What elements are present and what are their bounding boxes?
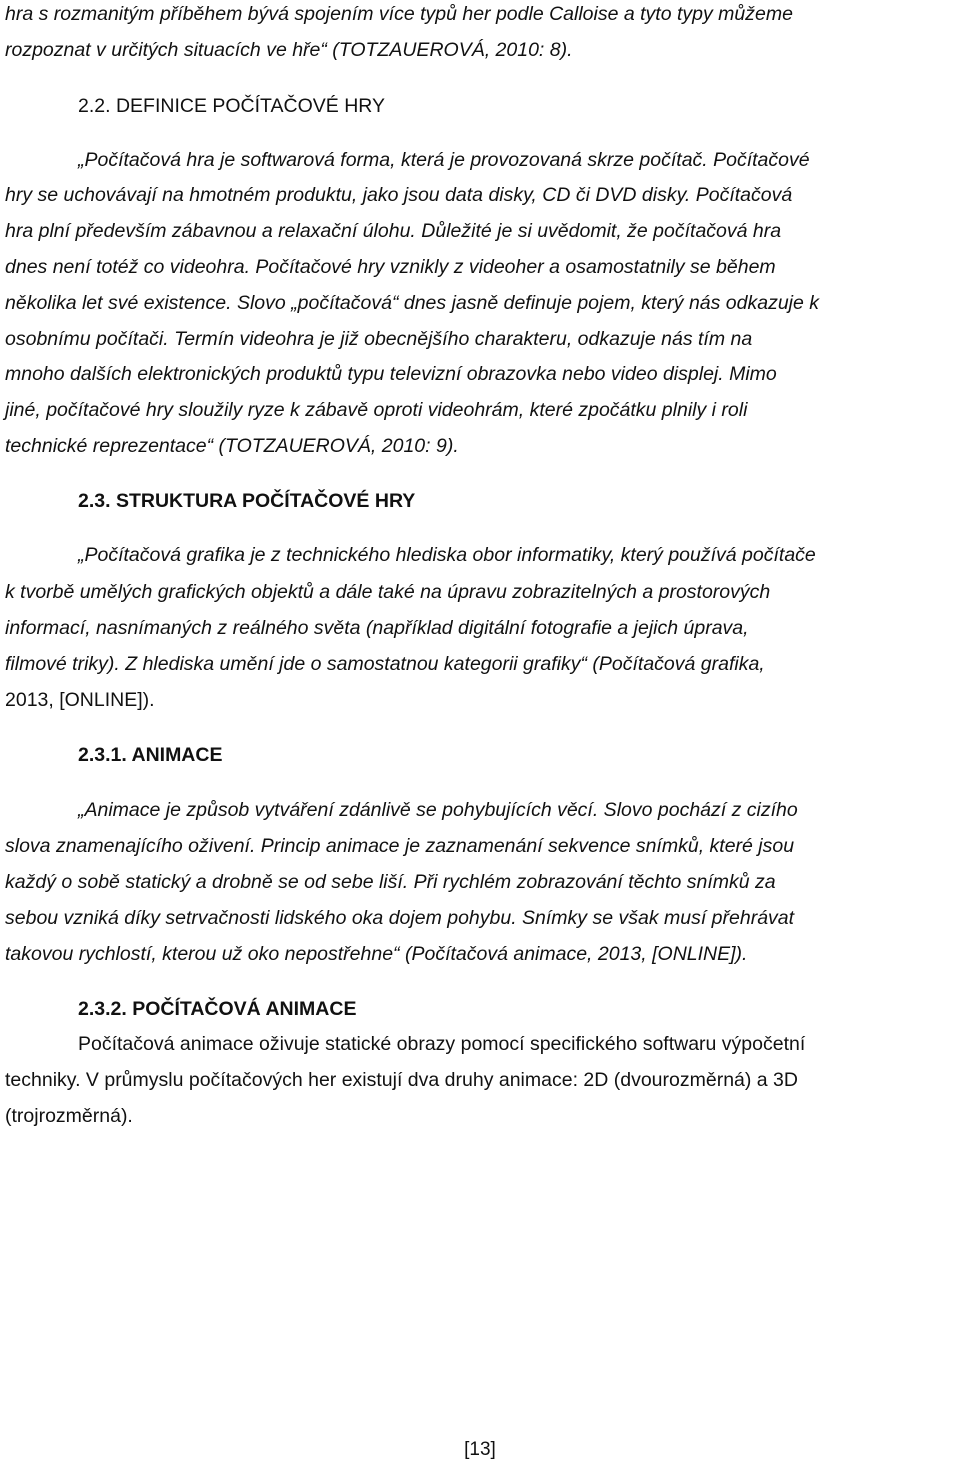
paragraph-line: (trojrozměrná). [5,1105,133,1127]
paragraph-line: sebou vzniká díky setrvačnosti lidského oka dojem pohybu. Snímky se však musí přehrávat [5,907,795,929]
paragraph-line: každý o sobě statický a drobně se od sebe liší. Při rychlém zobrazování těchto snímků za [5,871,776,893]
paragraph-line: filmové triky). Z hlediska umění jde o samostatnou kategorii grafiky“ (Počítačová grafika, [5,653,765,675]
paragraph-line: 2013, [ONLINE]). [5,689,155,711]
section-heading: 2.3.2. POČÍTAČOVÁ ANIMACE [78,998,357,1020]
paragraph-line: slova znamenajícího oživení. Princip animace je zaznamenání sekvence snímků, které jsou [5,835,795,857]
paragraph-line: takovou rychlostí, kterou už oko nepostřehne“ (Počítačová animace, 2013, [ONLINE]). [5,943,748,965]
section-heading: 2.3. STRUKTURA POČÍTAČOVÉ HRY [78,490,416,512]
paragraph-line: hry se uchovávají na hmotném produktu, jako jsou data disky, CD či DVD disky. Počítačová [5,184,793,206]
paragraph-line: informací, nasnímaných z reálného světa (například digitální fotografie a jejich úprava, [5,617,749,639]
paragraph-line: Počítačová animace oživuje statické obrazy pomocí specifického softwaru výpočetní [78,1033,806,1055]
paragraph-line: mnoho dalších elektronických produktů typu televizní obrazovka nebo video displej. Mimo [5,363,777,385]
paragraph-line: hra s rozmanitým příběhem bývá spojením více typů her podle Calloise a tyto typy můžeme [5,3,793,25]
page-number: [13] [464,1439,496,1460]
section-heading: 2.3.1. ANIMACE [78,744,223,766]
paragraph-line: hra plní především zábavnou a relaxační úlohu. Důležité je si uvědomit, že počítačová hra [5,220,782,242]
paragraph-line: „Animace je způsob vytváření zdánlivě se pohybujících věcí. Slovo pochází z cizího [78,799,798,821]
paragraph-line: „Počítačová hra je softwarová forma, která je provozovaná skrze počítač. Počítačové [78,149,810,171]
paragraph-line: „Počítačová grafika je z technického hlediska obor informatiky, který používá počítače [78,544,816,566]
paragraph-line: osobnímu počítači. Termín videohra je již obecnějšího charakteru, odkazuje nás tím na [5,328,753,350]
paragraph-line: rozpoznat v určitých situacích ve hře“ (TOTZAUEROVÁ, 2010: 8). [5,39,573,61]
paragraph-line: dnes není totéž co videohra. Počítačové hry vznikly z videoher a osamostatnily se během [5,256,776,278]
section-heading: 2.2. DEFINICE POČÍTAČOVÉ HRY [78,95,386,117]
paragraph-line: k tvorbě umělých grafických objektů a dále také na úpravu zobrazitelných a prostorových [5,581,771,603]
paragraph-line: technické reprezentace“ (TOTZAUEROVÁ, 2010: 9). [5,435,459,457]
paragraph-line: techniky. V průmyslu počítačových her existují dva druhy animace: 2D (dvourozměrná) a 3D [5,1069,798,1091]
paragraph-line: několika let své existence. Slovo „počítačová“ dnes jasně definuje pojem, který nás odkazuje k [5,292,820,314]
paragraph-line: jiné, počítačové hry sloužily ryze k zábavě oproti videohrám, které zpočátku plnily i roli [5,399,748,421]
